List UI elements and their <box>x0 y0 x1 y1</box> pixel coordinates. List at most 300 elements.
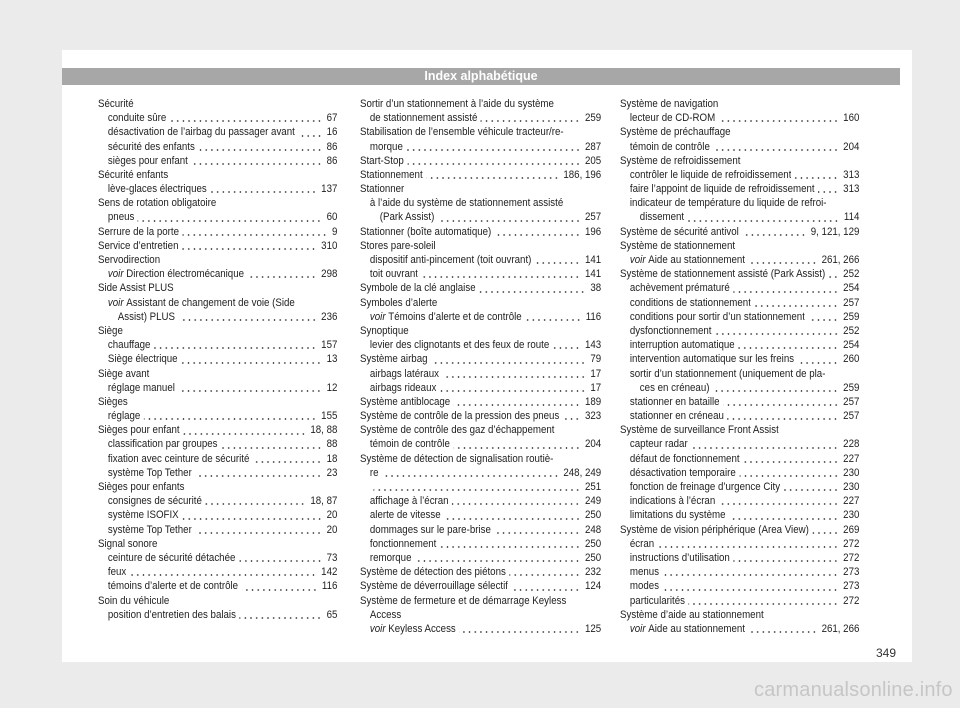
page-reference: 251 <box>584 481 602 494</box>
index-entry <box>360 352 601 366</box>
entry-term <box>108 565 126 579</box>
index-subentry <box>98 551 337 565</box>
index-column-2 <box>360 97 601 636</box>
entry-term <box>98 423 180 437</box>
index-subentry <box>620 395 859 409</box>
entry-term <box>630 494 715 508</box>
entry-term <box>630 622 745 636</box>
entry-term <box>360 395 450 409</box>
page-reference: 186, 196 <box>563 168 602 181</box>
page-reference: 160 <box>843 112 860 125</box>
dot-leader <box>749 631 817 633</box>
index-subentry <box>98 338 337 352</box>
entry-text: classification par groupes <box>107 438 218 451</box>
index-entry <box>360 225 601 239</box>
dot-leader <box>512 589 581 591</box>
entry-term <box>630 296 751 310</box>
page-reference: 73 <box>326 551 338 564</box>
dot-leader <box>406 149 580 151</box>
entry-text: Synoptique <box>360 324 409 337</box>
page-reference: 260 <box>843 353 860 366</box>
entry-term <box>108 210 134 224</box>
index-entry <box>98 168 337 182</box>
entry-text: Stationnement <box>360 168 423 181</box>
index-subentry <box>620 111 859 125</box>
dot-leader <box>154 347 317 349</box>
entry-term <box>630 111 715 125</box>
section-title: Index alphabétique <box>424 69 538 83</box>
see-also-label: voir <box>369 310 386 323</box>
page-reference: 298 <box>321 268 338 281</box>
dot-leader <box>182 518 322 520</box>
index-subentry <box>98 310 337 324</box>
entry-text: Access <box>369 608 402 621</box>
see-also-label: voir <box>369 622 386 635</box>
entry-text: morque <box>369 140 403 153</box>
entry-text: système Top Tether <box>107 466 192 479</box>
entry-text: Aide au stationnement <box>648 622 745 635</box>
entry-text: contrôler le liquide de refroidissement <box>629 168 792 181</box>
index-entry <box>620 154 859 168</box>
entry-text: ces en créneau) <box>639 381 710 394</box>
dot-leader <box>422 276 581 278</box>
page-reference: 230 <box>843 509 860 522</box>
page-reference: 86 <box>326 140 338 153</box>
entry-text: Serrure de la porte <box>98 225 180 238</box>
entry-text: menus <box>629 566 660 579</box>
index-subentry <box>620 466 859 480</box>
entry-term <box>108 551 235 565</box>
page-reference: 18, 88 <box>310 424 338 437</box>
entry-term <box>630 140 710 154</box>
dot-leader <box>440 546 581 548</box>
entry-text: Système de déverrouillage sélectif <box>360 580 508 593</box>
entry-text: écran <box>629 537 655 550</box>
entry-text: intervention automatique sur les freins <box>629 353 795 366</box>
entry-term <box>370 140 403 154</box>
index-entry <box>98 594 337 608</box>
dot-leader <box>818 191 838 193</box>
entry-term <box>98 324 123 338</box>
index-entry <box>360 452 601 466</box>
index-entry <box>620 423 859 437</box>
entry-text: faire l’appoint de liquide de refroidissement <box>629 183 815 196</box>
entry-text: défaut de fonctionnement <box>629 452 740 465</box>
entry-term <box>360 225 491 239</box>
index-subentry <box>620 438 859 452</box>
entry-text: Stationner (boîte automatique) <box>360 225 492 238</box>
page-reference: 86 <box>326 154 338 167</box>
entry-text: Sécurité enfants <box>98 168 169 181</box>
dot-leader <box>138 220 322 222</box>
entry-term <box>630 437 688 451</box>
dot-leader <box>481 120 580 122</box>
entry-text: lève-glaces électriques <box>107 183 207 196</box>
dot-leader <box>739 475 838 477</box>
entry-term <box>370 608 401 622</box>
entry-term <box>640 381 710 395</box>
entry-term <box>630 579 659 593</box>
dot-leader <box>438 220 581 222</box>
index-subentry <box>620 310 859 324</box>
dot-leader <box>691 447 838 449</box>
entry-text: Siège <box>98 324 123 337</box>
entry-text: Service d’entretien <box>98 239 179 252</box>
entry-term <box>98 253 160 267</box>
entry-text: fixation avec ceinture de sécurité <box>107 452 250 465</box>
entry-term <box>360 594 566 608</box>
entry-term <box>630 409 724 423</box>
entry-term <box>360 154 404 168</box>
index-subentry <box>620 352 859 366</box>
page-reference: 287 <box>584 140 602 153</box>
entry-term <box>360 452 553 466</box>
entry-term <box>370 267 418 281</box>
index-subentry <box>360 551 601 565</box>
index-subentry <box>98 523 337 537</box>
dot-leader <box>426 177 559 179</box>
dot-leader <box>809 319 839 321</box>
entry-text: système Top Tether <box>107 523 192 536</box>
dot-leader <box>443 376 586 378</box>
entry-term <box>630 537 654 551</box>
entry-term <box>620 608 764 622</box>
entry-term <box>630 196 827 210</box>
index-entry <box>360 125 601 139</box>
entry-text: réglage <box>107 410 141 423</box>
entry-text: feux <box>107 566 127 579</box>
entry-text: sécurité des enfants <box>107 140 195 153</box>
entry-term <box>360 239 436 253</box>
entry-text: Système antiblocage <box>360 395 451 408</box>
entry-term <box>360 324 409 338</box>
index-subentry <box>620 253 859 267</box>
entry-text: re <box>369 466 379 479</box>
entry-term <box>108 608 236 622</box>
index-subentry <box>620 211 859 225</box>
entry-term <box>620 125 731 139</box>
entry-term <box>360 296 437 310</box>
entry-text: Système de vision périphérique (Area View) <box>620 523 809 536</box>
entry-text: Assistant de changement de voie (Side <box>126 296 295 309</box>
page-reference: 257 <box>843 395 860 408</box>
page-reference: 125 <box>584 622 602 635</box>
index-subentry <box>98 438 337 452</box>
dot-leader <box>743 461 839 463</box>
index-subentry <box>98 452 337 466</box>
entry-term <box>370 523 491 537</box>
page-reference: 313 <box>843 183 860 196</box>
entry-term <box>108 296 295 310</box>
see-also-label: voir <box>629 622 646 635</box>
index-subentry <box>360 211 601 225</box>
dot-leader <box>563 418 581 420</box>
entry-term <box>370 253 531 267</box>
index-subentry <box>360 267 601 281</box>
index-entry <box>98 253 337 267</box>
entry-term <box>630 310 805 324</box>
entry-term <box>108 409 140 423</box>
entry-term <box>98 97 134 111</box>
entry-term <box>630 565 659 579</box>
dot-leader <box>795 177 839 179</box>
page-reference: 142 <box>321 566 338 579</box>
entry-text: Témoins d’alerte et de contrôle <box>388 310 522 323</box>
page-reference: 116 <box>585 310 602 323</box>
page-reference: 88 <box>326 438 338 451</box>
entry-term <box>630 480 780 494</box>
entry-text: Système de contrôle des gaz d’échappement <box>360 424 555 437</box>
entry-term <box>108 111 166 125</box>
page-reference: 261, 266 <box>821 254 860 267</box>
entry-term <box>360 168 423 182</box>
dot-leader <box>658 546 839 548</box>
index-subentry <box>360 537 601 551</box>
entry-text: Système de stationnement assisté (Park Assist) <box>620 268 826 281</box>
page-reference: 252 <box>843 268 860 281</box>
index-entry <box>98 423 337 437</box>
dot-leader <box>784 489 839 491</box>
index-subentry <box>360 196 601 210</box>
entry-text: Sortir d’un stationnement à l’aide du système <box>360 97 554 110</box>
dot-leader <box>479 291 586 293</box>
entry-term <box>360 352 428 366</box>
entry-term <box>360 125 564 139</box>
index-subentry <box>360 310 601 324</box>
entry-term <box>108 140 195 154</box>
dot-leader <box>210 191 316 193</box>
entry-text: Symboles d’alerte <box>360 296 438 309</box>
dot-leader <box>179 319 317 321</box>
entry-term <box>370 508 441 522</box>
index-entry <box>620 239 859 253</box>
entry-text: réglage manuel <box>107 381 175 394</box>
index-subentry <box>620 338 859 352</box>
index-entry <box>98 480 337 494</box>
entry-text: chauffage <box>107 339 151 352</box>
dot-leader <box>253 461 322 463</box>
index-subentry <box>620 565 859 579</box>
entry-text: Système de détection des piétons <box>360 566 506 579</box>
page-reference: 230 <box>843 481 860 494</box>
index-subentry <box>98 154 337 168</box>
entry-term <box>360 565 506 579</box>
page-reference: 248 <box>584 523 602 536</box>
see-also-label: voir <box>107 296 124 309</box>
entry-term <box>620 267 825 281</box>
index-subentry <box>98 466 337 480</box>
entry-text: conduite sûre <box>107 112 167 125</box>
index-entry <box>360 466 601 480</box>
entry-text: Stabilisation de l’ensemble véhicule tracteur/re- <box>360 126 564 139</box>
entry-term <box>630 508 726 522</box>
index-entry <box>98 281 337 295</box>
dot-leader <box>454 404 581 406</box>
dot-leader <box>130 574 317 576</box>
dot-leader <box>729 518 839 520</box>
page-reference: 12 <box>326 381 338 394</box>
entry-text: stationner en créneau <box>629 410 724 423</box>
section-header-bar <box>62 68 900 85</box>
index-subentry <box>98 352 337 366</box>
entry-text: fonction de freinage d’urgence City <box>629 481 781 494</box>
index-entry <box>360 239 601 253</box>
dot-leader <box>170 120 322 122</box>
index-entry <box>98 225 337 239</box>
page-reference: 250 <box>584 509 602 522</box>
entry-text: Siège électrique <box>107 353 178 366</box>
page-reference: 205 <box>584 154 602 167</box>
page-reference: 141 <box>584 268 602 281</box>
index-subentry <box>620 494 859 508</box>
index-entry <box>98 367 337 381</box>
index-entry <box>98 395 337 409</box>
entry-term <box>108 182 207 196</box>
entry-text: système ISOFIX <box>107 509 179 522</box>
index-subentry <box>620 168 859 182</box>
dot-leader <box>812 532 838 534</box>
entry-text: affichage à l’écran <box>369 495 449 508</box>
entry-term <box>370 622 456 636</box>
dot-leader <box>178 390 322 392</box>
dot-leader <box>459 631 580 633</box>
index-subentry <box>620 452 859 466</box>
entry-text: sièges pour enfant <box>107 154 188 167</box>
entry-text: Keyless Access <box>388 622 456 635</box>
dot-leader <box>195 475 322 477</box>
index-entry <box>360 182 601 196</box>
page-reference: 250 <box>584 551 602 564</box>
page-reference: 248, 249 <box>563 466 602 479</box>
index-entry <box>620 523 859 537</box>
entry-text: Stores pare-soleil <box>360 239 436 252</box>
index-subentry <box>620 594 859 608</box>
page-reference: 16 <box>326 126 338 139</box>
dot-leader <box>733 291 838 293</box>
index-entry <box>360 324 601 338</box>
page-reference: 273 <box>843 580 860 593</box>
index-subentry <box>98 381 337 395</box>
index-subentry <box>620 281 859 295</box>
index-subentry <box>620 480 859 494</box>
entry-text: pneus <box>107 211 135 224</box>
entry-term <box>370 367 439 381</box>
page-reference: 228 <box>843 438 860 451</box>
dot-leader <box>144 418 317 420</box>
index-entry <box>360 296 601 310</box>
index-subentry <box>98 409 337 423</box>
index-entry <box>360 579 601 593</box>
entry-text: stationner en bataille <box>629 395 720 408</box>
dot-leader <box>183 433 306 435</box>
page-reference: 313 <box>843 168 860 181</box>
index-entry <box>360 594 601 608</box>
page-reference: 79 <box>590 353 602 366</box>
index-subentry <box>98 125 337 139</box>
entry-term <box>620 97 718 111</box>
entry-term <box>370 466 379 480</box>
index-continuation <box>360 480 601 494</box>
page-reference: 155 <box>321 410 338 423</box>
entry-term <box>108 125 295 139</box>
entry-term <box>108 523 192 537</box>
index-entry <box>620 608 859 622</box>
index-subentry <box>620 551 859 565</box>
index-subentry <box>360 508 601 522</box>
page-reference: 254 <box>843 282 860 295</box>
entry-term <box>630 594 685 608</box>
entry-term <box>98 367 149 381</box>
entry-text: Signal sonore <box>98 537 158 550</box>
index-entry <box>360 168 601 182</box>
index-subentry <box>98 111 337 125</box>
dot-leader <box>742 234 806 236</box>
entry-text: dissement <box>639 211 685 224</box>
entry-term <box>370 494 449 508</box>
page-reference: 227 <box>843 495 860 508</box>
index-subentry <box>360 338 601 352</box>
entry-text: Système de sécurité antivol <box>620 225 739 238</box>
dot-leader <box>453 447 580 449</box>
index-entry <box>360 608 601 622</box>
page-reference: 323 <box>584 410 602 423</box>
index-subentry <box>360 253 601 267</box>
page-reference: 143 <box>584 339 602 352</box>
page-reference: 310 <box>321 239 338 252</box>
entry-term <box>370 381 436 395</box>
index-subentry <box>98 565 337 579</box>
dot-leader <box>525 319 581 321</box>
entry-term <box>630 551 730 565</box>
index-entry <box>360 423 601 437</box>
index-entry <box>360 409 601 423</box>
page-reference: 141 <box>584 254 602 267</box>
entry-term <box>98 537 157 551</box>
index-subentry <box>98 267 337 281</box>
entry-text: particularités <box>629 594 685 607</box>
entry-text: conditions pour sortir d’un stationnement <box>629 310 805 323</box>
dot-leader <box>713 149 838 151</box>
dot-leader <box>444 518 580 520</box>
entry-term <box>108 579 238 593</box>
entry-term <box>108 494 202 508</box>
index-entry <box>360 281 601 295</box>
index-subentry <box>360 438 601 452</box>
page-number: 349 <box>876 646 897 660</box>
entry-text: indicateur de température du liquide de refroi- <box>629 197 827 210</box>
entry-text: Système de refroidissement <box>620 154 741 167</box>
entry-term <box>630 168 792 182</box>
entry-term <box>98 480 184 494</box>
page-reference: 272 <box>843 594 860 607</box>
page-reference: 114 <box>843 211 860 224</box>
page-reference: 157 <box>321 339 338 352</box>
page-reference: 38 <box>590 282 602 295</box>
entry-text: Système de navigation <box>620 97 719 110</box>
entry-term <box>630 281 730 295</box>
entry-term <box>620 239 735 253</box>
index-subentry <box>98 494 337 508</box>
page-reference: 272 <box>843 537 860 550</box>
page-reference: 252 <box>843 324 860 337</box>
dot-leader <box>374 489 581 491</box>
entry-text: capteur radar <box>629 438 688 451</box>
page-reference: 9 <box>331 225 338 238</box>
entry-text: témoin de contrôle <box>369 438 450 451</box>
index-entry <box>98 537 337 551</box>
page-reference: 259 <box>843 381 860 394</box>
entry-term <box>118 310 175 324</box>
